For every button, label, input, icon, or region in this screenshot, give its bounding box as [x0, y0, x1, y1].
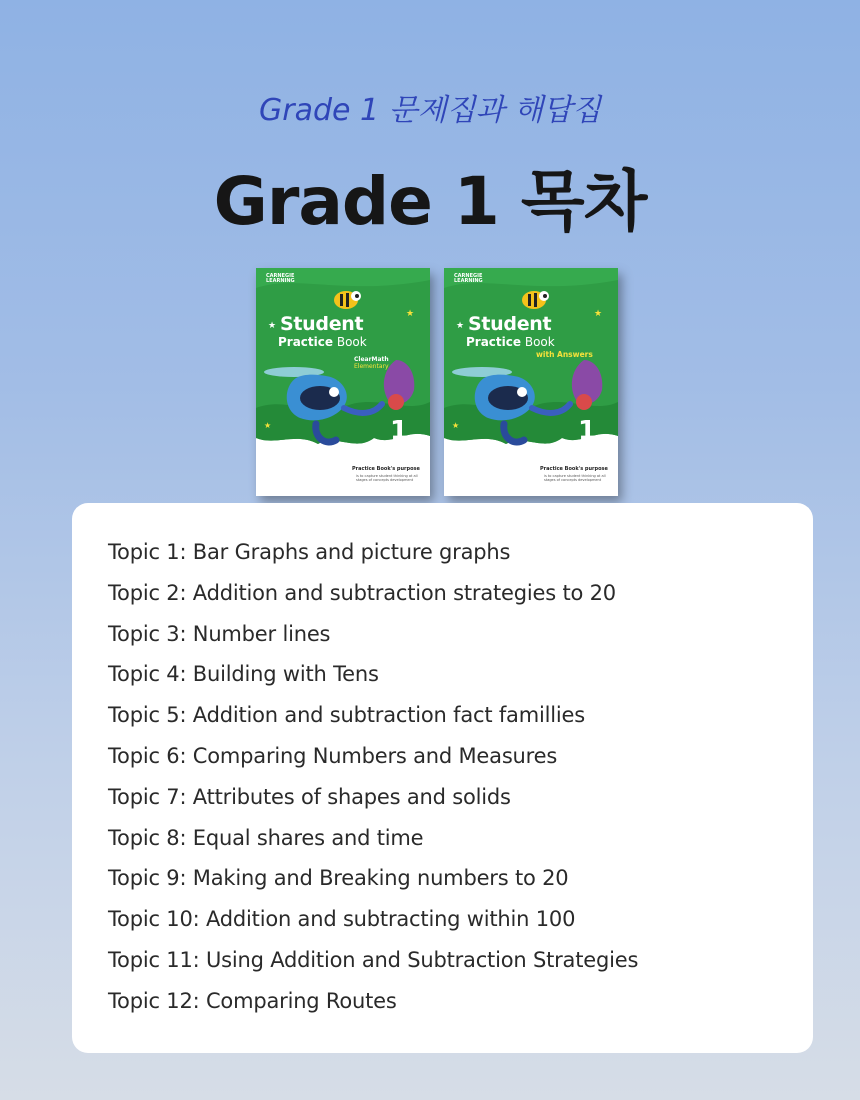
book-purpose-sub: is to capture student thinking at all stages of concepts development [544, 474, 606, 482]
topic-item: Topic 4: Building with Tens [108, 662, 379, 687]
book-cover-art [444, 268, 618, 496]
book-subtitle [278, 335, 367, 349]
book-purpose: Practice Book's purpose [352, 466, 420, 472]
topic-item: Topic 6: Comparing Numbers and Measures [108, 743, 558, 768]
topic-item: Topic 2: Addition and subtraction strategies to 20 [108, 580, 616, 605]
topic-item: Topic 8: Equal shares and time [108, 825, 424, 850]
topic-item: Topic 7: Attributes of shapes and solids [108, 784, 511, 809]
book-tag [354, 356, 389, 370]
book-title: Student [280, 313, 364, 335]
book-cover-art [256, 268, 430, 496]
svg-text:★: ★ [264, 421, 272, 430]
book-purpose: Practice Book's purpose [540, 466, 608, 472]
svg-text:★: ★ [594, 309, 603, 319]
book-grade-number: 1 [390, 416, 409, 446]
svg-text:★: ★ [268, 321, 277, 331]
book-title: Student [468, 313, 552, 335]
book-subtitle-bold: Practice [466, 335, 522, 349]
book-subtitle-rest: Book [524, 335, 555, 349]
book-brand: CARNEGIE LEARNING [266, 273, 295, 284]
book-cover-answers [444, 268, 618, 496]
svg-text:★: ★ [406, 309, 415, 319]
book-tag: with Answers [536, 350, 593, 359]
topic-item: Topic 11: Using Addition and Subtraction Strategies [108, 947, 639, 972]
book-grade-number: 1 [578, 416, 597, 446]
topic-item: Topic 12: Comparing Routes [108, 988, 397, 1013]
svg-text:★: ★ [456, 321, 465, 331]
topic-list [108, 537, 638, 1027]
book-purpose-sub: is to capture student thinking at all stages of concepts development [356, 474, 418, 482]
svg-text:★: ★ [452, 421, 460, 430]
book-cover-practice [256, 268, 430, 496]
book-tag-line1: ClearMath [354, 356, 389, 363]
book-subtitle [466, 335, 555, 349]
page-title: Grade 1 목차 [213, 163, 647, 240]
topic-item: Topic 9: Making and Breaking numbers to 20 [108, 866, 569, 891]
topic-item: Topic 1: Bar Graphs and picture graphs [108, 540, 511, 564]
page-subtitle: Grade 1 문제집과 해답집 [258, 93, 602, 128]
topic-item: Topic 5: Addition and subtraction fact famillies [108, 703, 585, 728]
topic-item: Topic 10: Addition and subtracting within 100 [108, 907, 576, 932]
book-tag-line2: Elementary [354, 363, 389, 370]
table-of-contents-card [72, 503, 813, 1053]
book-subtitle-rest: Book [336, 335, 367, 349]
topic-item: Topic 3: Number lines [108, 621, 331, 646]
book-brand: CARNEGIE LEARNING [454, 273, 483, 284]
book-subtitle-bold: Practice [278, 335, 334, 349]
